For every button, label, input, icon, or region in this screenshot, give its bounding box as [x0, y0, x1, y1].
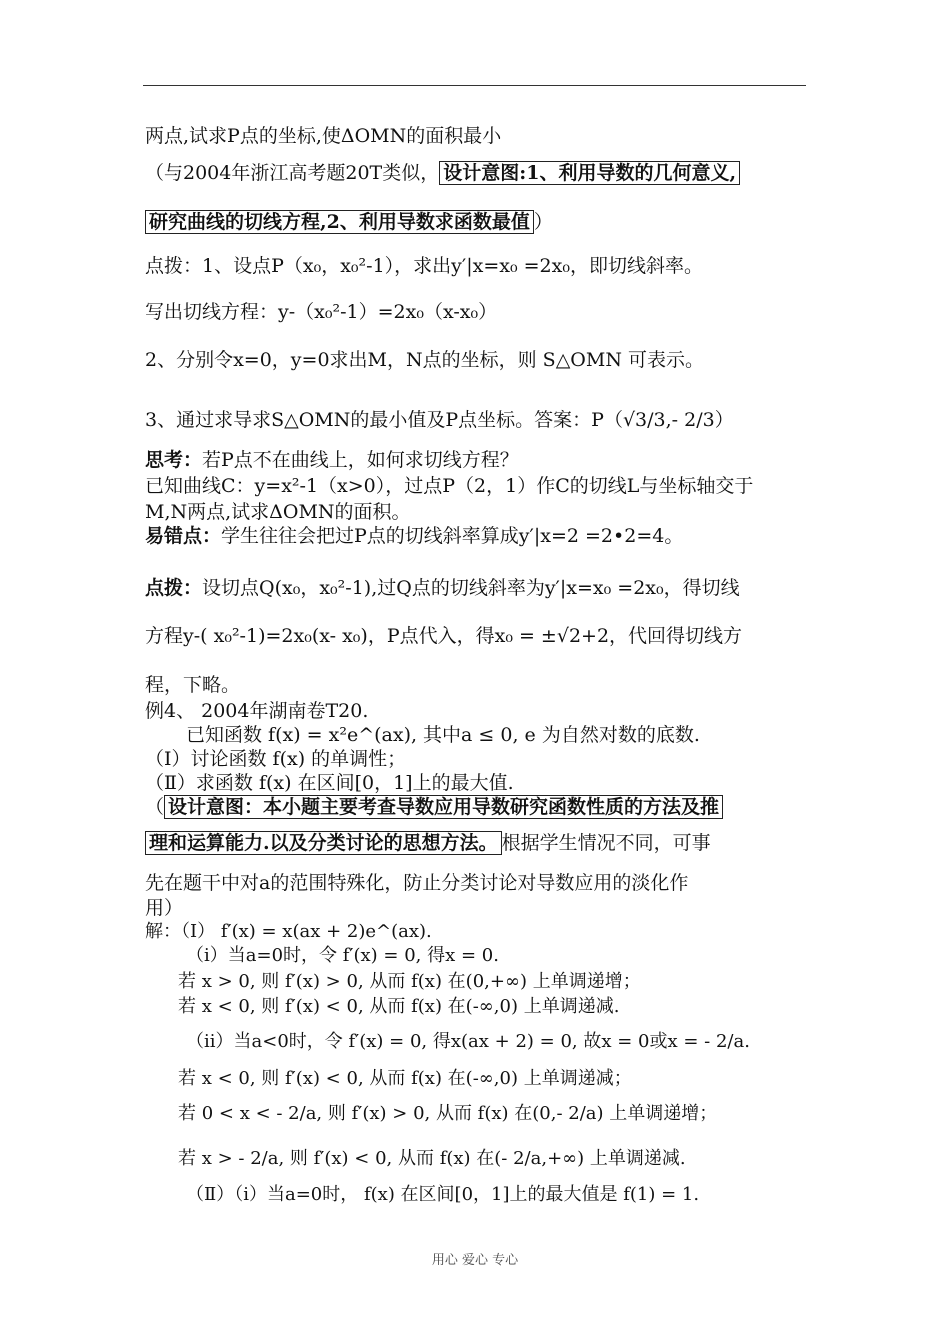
example-title: 例4、 2004年湖南卷T20.: [145, 700, 369, 722]
solution-line: 若 x > 0, 则 f′(x) > 0, 从而 f(x) 在(0,+∞) 上单调递增；: [178, 971, 641, 992]
text-segment: 若P点不在曲线上，如何求切线方程？: [202, 449, 519, 471]
text-line: [145, 524, 683, 548]
text-line: [145, 795, 723, 819]
solution-line: （Ⅱ）（i）当a=0时， f(x) 在区间[0，1]上的最大值是 f(1) = 1.: [186, 1184, 700, 1205]
solution-line: 若 0 < x < - 2/a, 则 f′(x) > 0, 从而 f(x) 在(0,- 2/a) 上单调递增；: [178, 1103, 718, 1124]
text-segment: 学生往往会把过P点的切线斜率算成y′|x=2 =2•2=4。: [221, 525, 684, 547]
text-segment: 设切点Q(x₀，x₀²-1),过Q点的切线斜率为y′|x=x₀ =2x₀，得切线: [202, 577, 740, 599]
design-intent-box: 设计意图:1、利用导数的几何意义,: [439, 161, 740, 185]
text-line: 方程y-( x₀²-1)=2x₀(x- x₀)，P点代入，得x₀ = ±√2+2，代回得切线方: [145, 625, 743, 647]
design-intent-box: 设计意图：本小题主要考查导数应用导数研究函数性质的方法及推: [164, 795, 723, 819]
text-line: 写出切线方程：y-（x₀²-1）=2x₀（x-x₀）: [145, 301, 498, 323]
text-line: [145, 161, 740, 185]
text-line: 已知曲线C：y=x²-1（x>0），过点P（2，1）作C的切线L与坐标轴交于: [145, 475, 754, 497]
design-intent-box: 理和运算能力.以及分类讨论的思想方法。: [145, 831, 502, 855]
solution-line: 若 x < 0, 则 f′(x) < 0, 从而 f(x) 在(-∞,0) 上单调递减；: [178, 1068, 632, 1089]
solution-line: （ii）当a<0时，令 f′(x) = 0, 得x(ax + 2) = 0, 故x = 0或x = - 2/a.: [186, 1031, 750, 1052]
heading-label: 易错点：: [145, 525, 222, 547]
header-rule: [143, 85, 806, 86]
solution-line: （i）当a=0时，令 f′(x) = 0, 得x = 0.: [186, 945, 499, 966]
text-line: 程，下略。: [145, 674, 241, 696]
text-line: 先在题干中对a的范围特殊化，防止分类讨论对导数应用的淡化作: [145, 872, 689, 894]
text-line: [145, 576, 740, 600]
text-line: 点拨：1、设点P（x₀，x₀²-1），求出y′|x=x₀ =2x₀，即切线斜率。: [145, 255, 703, 277]
text-line: 3、通过求导求S△OMN的最小值及P点坐标。答案：P（√3/3,- 2/3）: [145, 409, 734, 431]
text-segment: ）: [533, 211, 553, 233]
text-line: 用）: [145, 897, 184, 919]
text-line: [145, 448, 519, 472]
heading-label: 点拨：: [145, 577, 203, 599]
solution-line: 若 x > - 2/a, 则 f′(x) < 0, 从而 f(x) 在(- 2/a,+∞) 上单调递减.: [178, 1148, 686, 1169]
text-line: 两点,试求P点的坐标,使ΔOMN的面积最小: [145, 125, 502, 147]
text-segment: 根据学生情况不同，可事: [501, 832, 711, 854]
text-line: [145, 210, 553, 234]
text-segment: （: [145, 796, 165, 818]
text-line: [145, 831, 711, 855]
problem-part: （Ⅱ）求函数 f(x) 在区间[0，1]上的最大值.: [145, 772, 514, 794]
text-line: M,N两点,试求ΔOMN的面积。: [145, 501, 411, 523]
problem-part: （Ⅰ）讨论函数 f(x) 的单调性；: [145, 748, 407, 770]
solution-line: 解：（Ⅰ） f′(x) = x(ax + 2)e^(ax).: [145, 921, 432, 942]
design-intent-box: 研究曲线的切线方程,2、利用导数求函数最值: [145, 210, 534, 234]
text-segment: （与2004年浙江高考题20T类似，: [145, 162, 440, 184]
solution-line: 若 x < 0, 则 f′(x) < 0, 从而 f(x) 在(-∞,0) 上单调递减.: [178, 996, 620, 1017]
page-footer: 用心 爱心 专心: [431, 1253, 519, 1268]
heading-label: 思考：: [145, 449, 203, 471]
problem-statement: 已知函数 f(x) = x²e^(ax), 其中a ≤ 0, e 为自然对数的底数.: [186, 724, 700, 746]
text-line: 2、分别令x=0，y=0求出M，N点的坐标，则 S△OMN 可表示。: [145, 349, 704, 371]
